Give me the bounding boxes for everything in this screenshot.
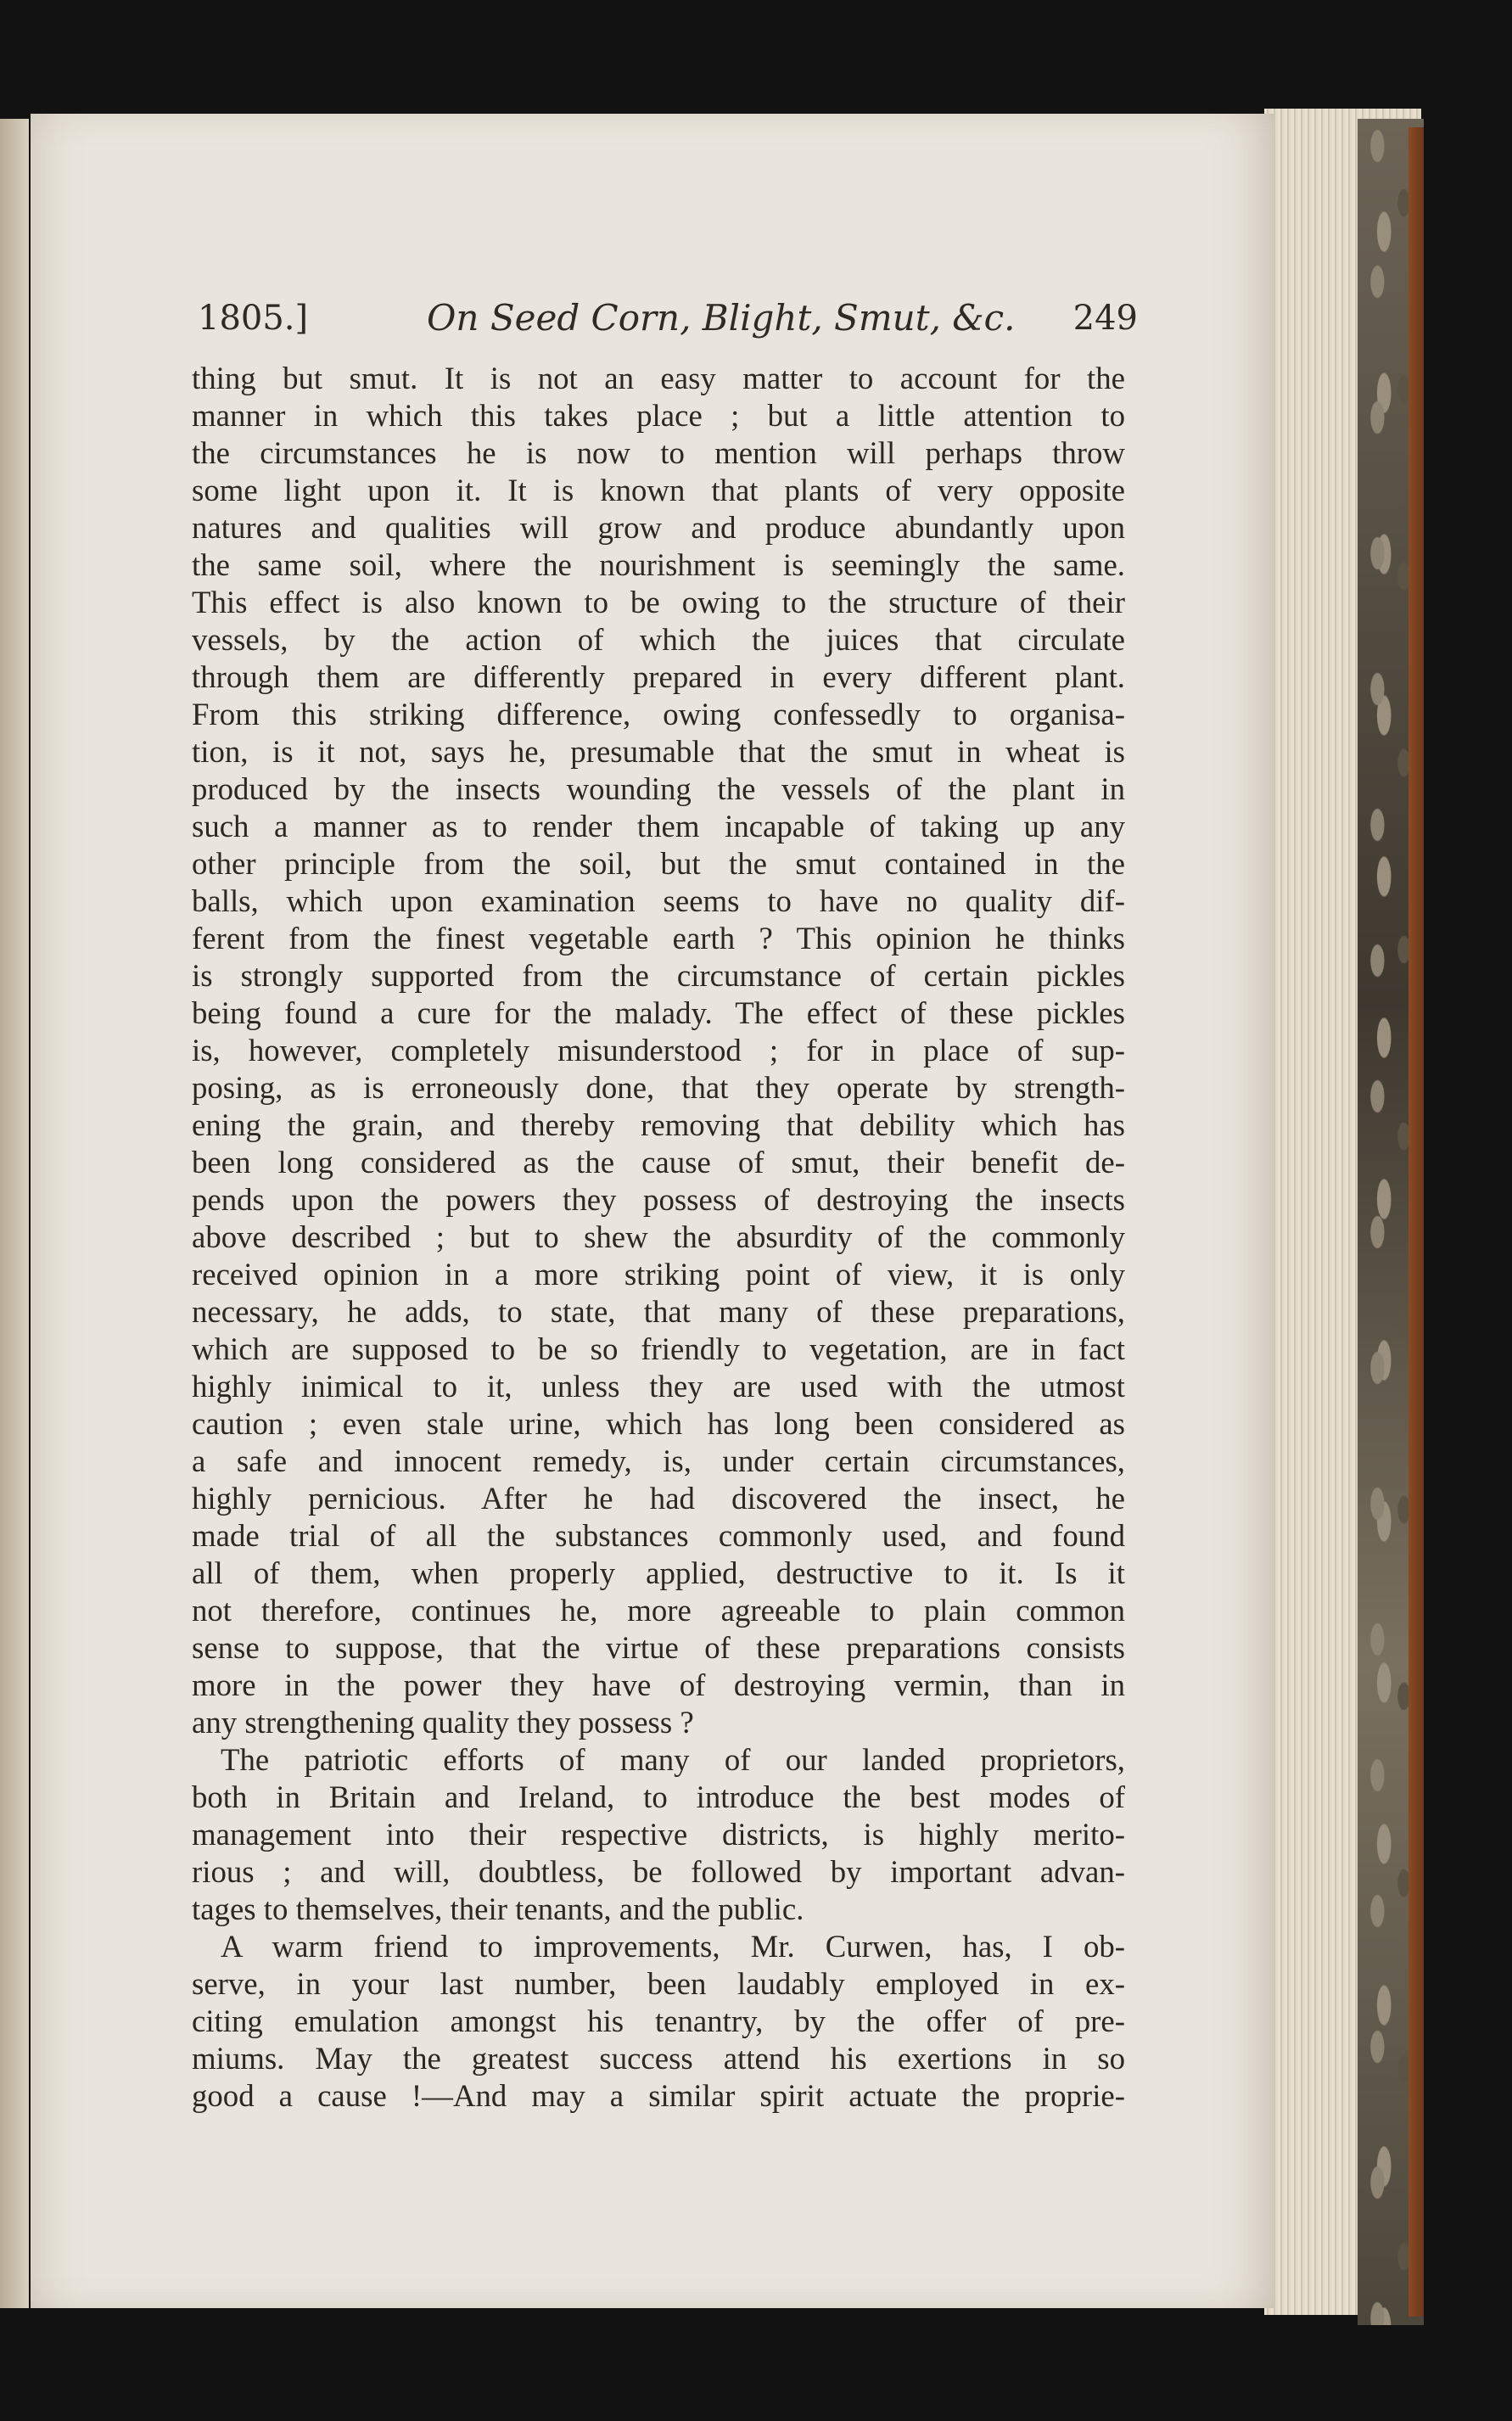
previous-page-edge bbox=[0, 119, 29, 2308]
text-line: produced by the insects wounding the vessels of the plant in bbox=[192, 771, 1125, 806]
text-line: The patriotic efforts of many of our landed proprietors, bbox=[221, 1742, 1125, 1777]
text-line: above described ; but to shew the absurdity of the commonly bbox=[192, 1219, 1125, 1254]
running-head-title: On Seed Corn, Blight, Smut, &c. bbox=[427, 297, 1016, 339]
body-text bbox=[192, 360, 1125, 2115]
text-line: the same soil, where the nourishment is seemingly the same. bbox=[192, 547, 1125, 582]
text-line: a safe and innocent remedy, is, under certain circumstances, bbox=[192, 1443, 1125, 1478]
text-line: highly pernicious. After he had discovered the insect, he bbox=[192, 1481, 1125, 1516]
text-line: balls, which upon examination seems to have no quality dif- bbox=[192, 883, 1125, 918]
text-line: management into their respective districts, is highly merito- bbox=[192, 1817, 1125, 1852]
text-line: been long considered as the cause of smut, their benefit de- bbox=[192, 1145, 1125, 1180]
text-line: some light upon it. It is known that plants of very opposite bbox=[192, 473, 1125, 507]
text-line: citing emulation amongst his tenantry, by the offer of pre- bbox=[192, 2003, 1125, 2038]
book-page bbox=[31, 114, 1274, 2308]
text-line: necessary, he adds, to state, that many of these preparations, bbox=[192, 1294, 1125, 1329]
text-line: tion, is it not, says he, presumable that the smut in wheat is bbox=[192, 734, 1125, 769]
text-line: being found a cure for the malady. The effect of these pickles bbox=[192, 995, 1125, 1030]
text-line: more in the power they have of destroying vermin, than in bbox=[192, 1667, 1125, 1702]
text-line: good a cause !—And may a similar spirit actuate the proprie- bbox=[192, 2078, 1125, 2113]
text-line: the circumstances he is now to mention will perhaps throw bbox=[192, 435, 1125, 470]
text-line: all of them, when properly applied, destructive to it. Is it bbox=[192, 1555, 1125, 1590]
text-line: caution ; even stale urine, which has long been considered as bbox=[192, 1406, 1125, 1441]
text-line: miums. May the greatest success attend his exertions in so bbox=[192, 2041, 1125, 2076]
text-line: not therefore, continues he, more agreeable to plain common bbox=[192, 1593, 1125, 1628]
text-line: ening the grain, and thereby removing that debility which has bbox=[192, 1107, 1125, 1142]
text-line: posing, as is erroneously done, that they operate by strength- bbox=[192, 1070, 1125, 1105]
page-number: 249 bbox=[1072, 299, 1138, 338]
text-line: both in Britain and Ireland, to introduce the best modes of bbox=[192, 1779, 1125, 1814]
text-line: other principle from the soil, but the smut contained in the bbox=[192, 846, 1125, 881]
text-line: highly inimical to it, unless they are used with the utmost bbox=[192, 1369, 1125, 1404]
text-line: is, however, completely misunderstood ; for in place of sup- bbox=[192, 1033, 1125, 1068]
text-line: made trial of all the substances commonly used, and found bbox=[192, 1518, 1125, 1553]
text-line: From this striking difference, owing confessedly to organisa- bbox=[192, 697, 1125, 731]
text-line: vessels, by the action of which the juices that circulate bbox=[192, 622, 1125, 657]
text-line: such a manner as to render them incapable of taking up any bbox=[192, 809, 1125, 843]
text-line: through them are differently prepared in every different plant. bbox=[192, 659, 1125, 694]
running-head-year: 1805.] bbox=[198, 299, 309, 338]
text-line: ferent from the finest vegetable earth ? This opinion he thinks bbox=[192, 921, 1125, 956]
text-line: thing but smut. It is not an easy matter to account for the bbox=[192, 361, 1125, 395]
text-line: tages to themselves, their tenants, and the public. bbox=[192, 1891, 804, 1926]
text-line: pends upon the powers they possess of destroying the insects bbox=[192, 1182, 1125, 1217]
text-line: which are supposed to be so friendly to vegetation, are in fact bbox=[192, 1331, 1125, 1366]
running-head bbox=[198, 292, 1138, 351]
text-line: serve, in your last number, been laudably employed in ex- bbox=[192, 1966, 1125, 2001]
leather-binding-edge bbox=[1408, 127, 1424, 2317]
text-line: A warm friend to improvements, Mr. Curwen, has, I ob- bbox=[221, 1929, 1125, 1964]
text-line: natures and qualities will grow and produce abundantly upon bbox=[192, 510, 1125, 545]
text-line: rious ; and will, doubtless, be followed by important advan- bbox=[192, 1854, 1125, 1889]
text-line: sense to suppose, that the virtue of these preparations consists bbox=[192, 1630, 1125, 1665]
text-line: is strongly supported from the circumstance of certain pickles bbox=[192, 958, 1125, 993]
text-line: manner in which this takes place ; but a little attention to bbox=[192, 398, 1125, 433]
text-line: any strengthening quality they possess ? bbox=[192, 1705, 694, 1740]
text-line: received opinion in a more striking point of view, it is only bbox=[192, 1257, 1125, 1292]
text-line: This effect is also known to be owing to the structure of their bbox=[192, 585, 1125, 619]
